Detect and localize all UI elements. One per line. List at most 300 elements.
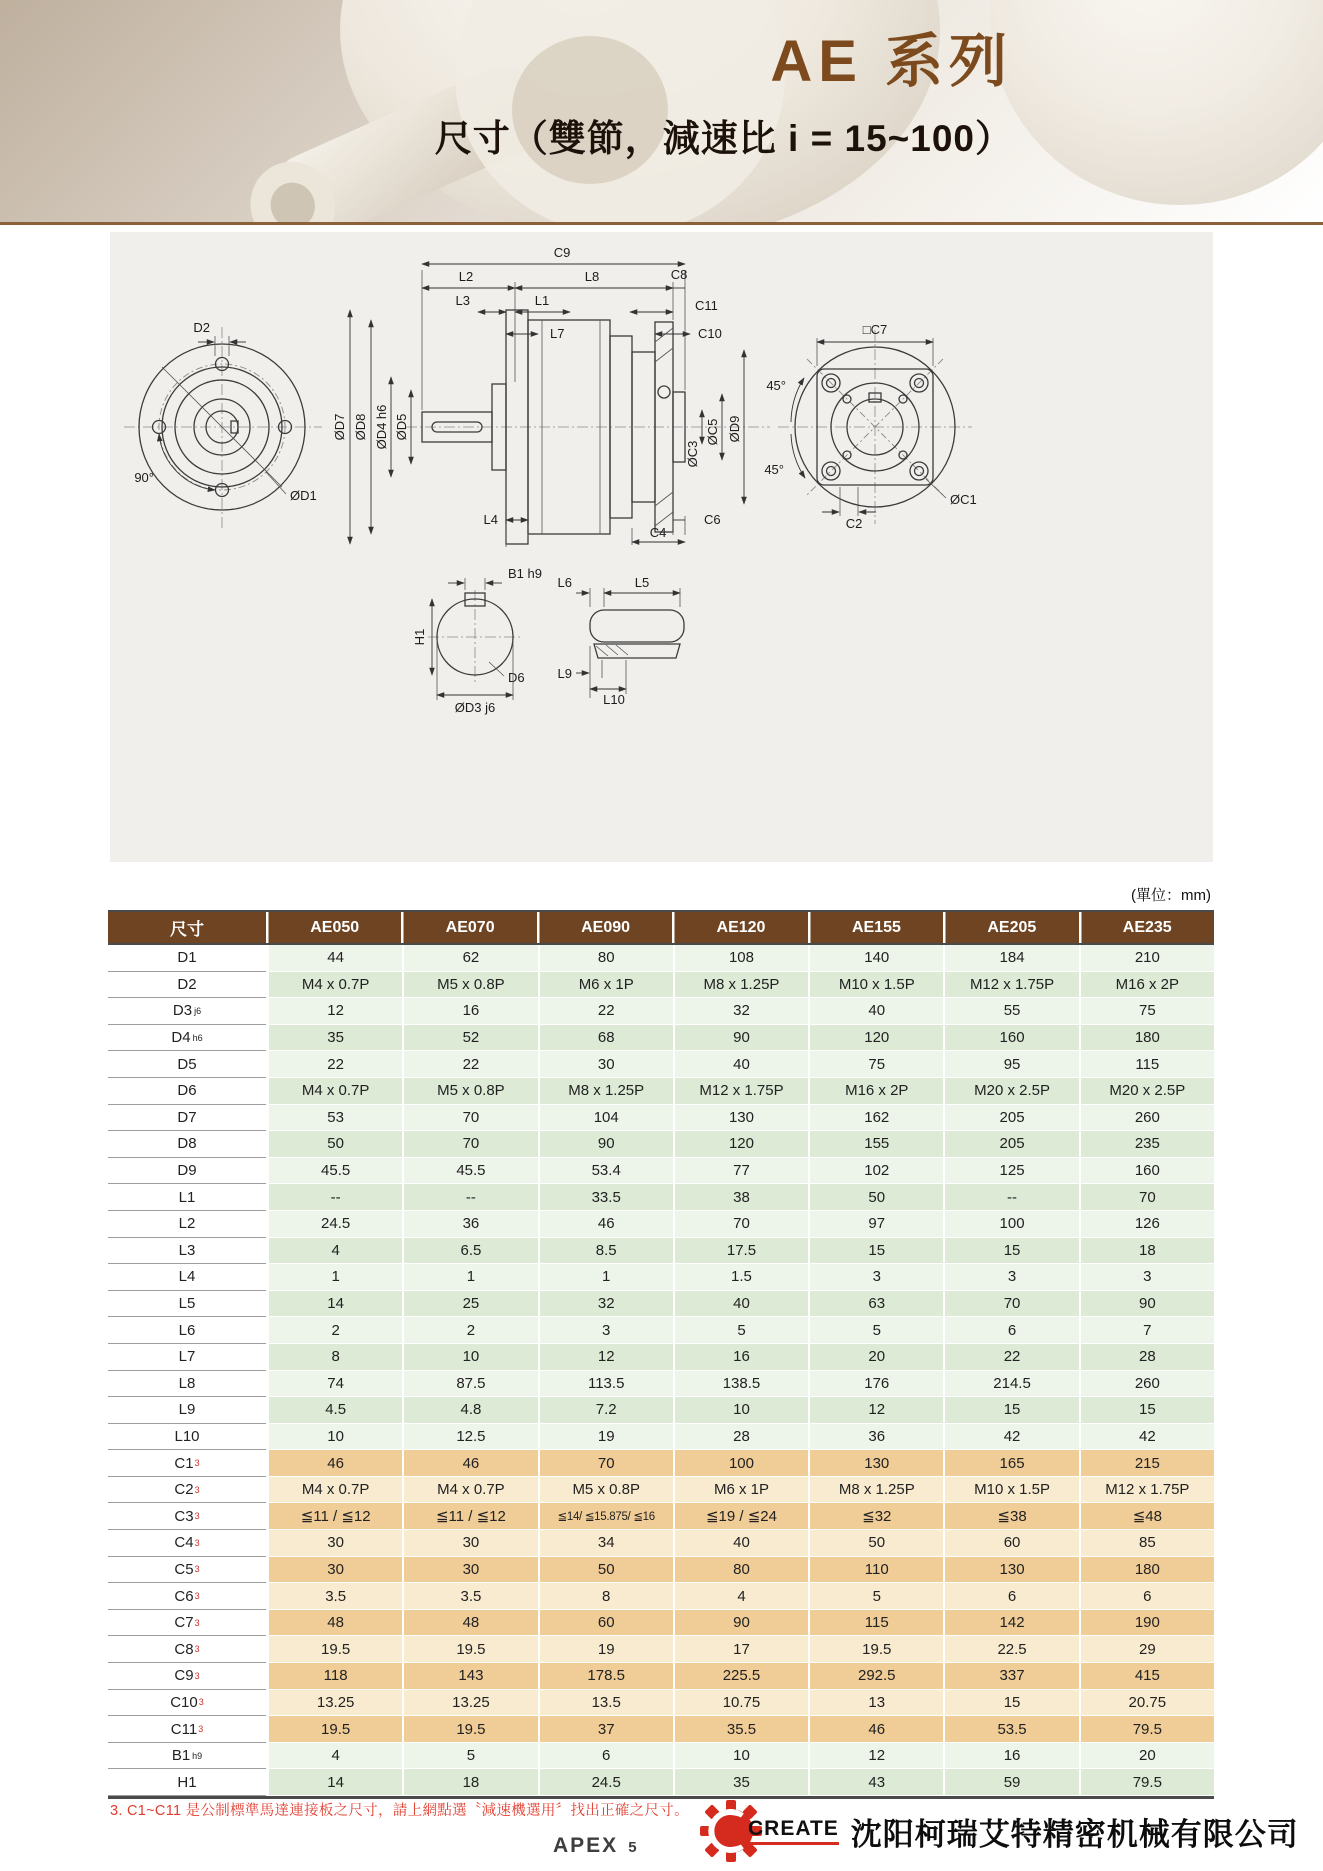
- table-cell: 102: [810, 1158, 943, 1185]
- table-row: [108, 1397, 1214, 1424]
- dim-label-d6: D6: [508, 670, 525, 685]
- dim-label-oc1: ØC1: [950, 492, 977, 507]
- table-row: [108, 1503, 1214, 1530]
- dimension-drawing: [110, 232, 1213, 862]
- table-row: [108, 1690, 1214, 1717]
- section-view: [332, 245, 770, 547]
- dim-label-c9: C9: [553, 245, 571, 260]
- table-row: [108, 1158, 1214, 1185]
- table-cell: 19.5: [269, 1716, 402, 1743]
- table-cell: 14: [269, 1769, 402, 1796]
- table-cell: 30: [540, 1051, 673, 1078]
- table-cell: 36: [404, 1211, 537, 1238]
- table-cell: 6: [540, 1743, 673, 1770]
- table-cell: 12: [540, 1344, 673, 1371]
- table-cell: 30: [404, 1530, 537, 1557]
- table-cell: 190: [1081, 1610, 1214, 1637]
- table-row: [108, 1450, 1214, 1477]
- table-cell: 337: [945, 1663, 1078, 1690]
- table-cell: 20.75: [1081, 1690, 1214, 1717]
- table-cell: 80: [540, 945, 673, 972]
- row-label: C8 3: [108, 1636, 266, 1663]
- table-row: [108, 1663, 1214, 1690]
- dim-label-l10: L10: [603, 692, 625, 707]
- table-cell: 32: [675, 998, 808, 1025]
- table-cell: ≦48: [1081, 1503, 1214, 1530]
- header-divider: [0, 222, 1323, 225]
- table-cell: 42: [945, 1424, 1078, 1451]
- table-cell: 1.5: [675, 1264, 808, 1291]
- table-row: [108, 1184, 1214, 1211]
- table-cell: M4 x 0.7P: [269, 1078, 402, 1105]
- table-cell: 3: [810, 1264, 943, 1291]
- table-cell: 15: [945, 1397, 1078, 1424]
- dim-label-l4: L4: [483, 512, 498, 527]
- dim-label-l1: L1: [534, 293, 550, 308]
- table-cell: 10: [675, 1743, 808, 1770]
- table-row: [108, 1636, 1214, 1663]
- table-cell: 24.5: [269, 1211, 402, 1238]
- table-cell: 210: [1081, 945, 1214, 972]
- table-cell: 7.2: [540, 1397, 673, 1424]
- table-cell: 38: [675, 1184, 808, 1211]
- table-cell: 108: [675, 945, 808, 972]
- company-logo-group: [698, 1798, 1299, 1864]
- table-row: [108, 1264, 1214, 1291]
- row-label: C3 3: [108, 1503, 266, 1530]
- row-label: L6: [108, 1317, 266, 1344]
- table-cell: 292.5: [810, 1663, 943, 1690]
- technical-drawing-panel: [110, 232, 1213, 862]
- dim-label-od1: ØD1: [290, 488, 317, 503]
- table-cell: M6 x 1P: [675, 1477, 808, 1504]
- dim-label-od3: ØD3 j6: [454, 700, 496, 715]
- table-cell: 7: [1081, 1317, 1214, 1344]
- table-row: [108, 1051, 1214, 1078]
- table-cell: 10: [675, 1397, 808, 1424]
- table-cell: 40: [675, 1291, 808, 1318]
- table-cell: 79.5: [1081, 1769, 1214, 1796]
- row-label: L9: [108, 1397, 266, 1424]
- table-cell: M20 x 2.5P: [945, 1078, 1078, 1105]
- table-cell: --: [945, 1184, 1078, 1211]
- table-cell: 46: [540, 1211, 673, 1238]
- table-row: [108, 1743, 1214, 1770]
- dim-label-l3: L3: [455, 293, 470, 308]
- table-cell: 34: [540, 1530, 673, 1557]
- row-label: H1: [108, 1769, 266, 1796]
- table-cell: 22: [540, 998, 673, 1025]
- table-cell: 184: [945, 945, 1078, 972]
- key-detail-view: [558, 575, 684, 707]
- table-header-model: AE070: [403, 912, 536, 943]
- apex-label: APEX: [553, 1834, 619, 1857]
- table-cell: 13.25: [269, 1690, 402, 1717]
- table-cell: 205: [945, 1131, 1078, 1158]
- table-row: [108, 998, 1214, 1025]
- table-cell: M6 x 1P: [540, 972, 673, 999]
- table-cell: ≦32: [810, 1503, 943, 1530]
- table-cell: 120: [675, 1131, 808, 1158]
- row-label: D6: [108, 1078, 266, 1105]
- dim-label-c8: C8: [670, 267, 688, 282]
- table-cell: 59: [945, 1769, 1078, 1796]
- table-cell: M4 x 0.7P: [404, 1477, 537, 1504]
- table-cell: 5: [810, 1583, 943, 1610]
- table-cell: 70: [1081, 1184, 1214, 1211]
- series-title: AE 系列: [770, 29, 1013, 94]
- table-cell: 13.25: [404, 1690, 537, 1717]
- row-label: D3 j6: [108, 998, 266, 1025]
- dim-label-c4: C4: [649, 525, 667, 540]
- table-cell: 46: [810, 1716, 943, 1743]
- table-cell: 40: [675, 1530, 808, 1557]
- table-cell: 90: [1081, 1291, 1214, 1318]
- table-cell: 1: [540, 1264, 673, 1291]
- table-cell: 33.5: [540, 1184, 673, 1211]
- table-row: [108, 1769, 1214, 1796]
- table-cell: 100: [945, 1211, 1078, 1238]
- table-cell: 100: [675, 1450, 808, 1477]
- table-cell: --: [269, 1184, 402, 1211]
- table-cell: 19: [540, 1424, 673, 1451]
- row-label: L5: [108, 1291, 266, 1318]
- table-cell: 3.5: [269, 1583, 402, 1610]
- table-cell: 35.5: [675, 1716, 808, 1743]
- table-cell: ≦11 / ≦12: [404, 1503, 537, 1530]
- table-cell: 19.5: [404, 1716, 537, 1743]
- table-cell: M5 x 0.8P: [540, 1477, 673, 1504]
- table-cell: 180: [1081, 1025, 1214, 1052]
- row-label: C9 3: [108, 1663, 266, 1690]
- dim-label-od4: ØD4 h6: [374, 404, 389, 450]
- table-cell: 130: [675, 1105, 808, 1132]
- table-row: [108, 1025, 1214, 1052]
- table-cell: 24.5: [540, 1769, 673, 1796]
- create-logo-text: CREATE: [748, 1817, 839, 1845]
- table-cell: M10 x 1.5P: [945, 1477, 1078, 1504]
- table-cell: M8 x 1.25P: [540, 1078, 673, 1105]
- row-label: L7: [108, 1344, 266, 1371]
- dim-label-l2: L2: [458, 269, 474, 284]
- table-cell: 120: [810, 1025, 943, 1052]
- dim-label-c6: C6: [704, 512, 721, 527]
- table-cell: 260: [1081, 1105, 1214, 1132]
- page-subtitle: 尺寸（雙節，減速比 i = 15~100）: [434, 117, 1013, 159]
- table-cell: M16 x 2P: [810, 1078, 943, 1105]
- table-cell: 25: [404, 1291, 537, 1318]
- table-cell: 63: [810, 1291, 943, 1318]
- table-cell: 8: [540, 1583, 673, 1610]
- dim-label-c11: C11: [695, 298, 718, 313]
- table-cell: 6: [945, 1583, 1078, 1610]
- table-cell: 70: [404, 1105, 537, 1132]
- table-cell: 2: [404, 1317, 537, 1344]
- table-cell: 30: [404, 1557, 537, 1584]
- front-view: [124, 320, 322, 528]
- table-cell: 53.5: [945, 1716, 1078, 1743]
- table-header-size: 尺寸: [108, 912, 266, 943]
- dim-label-d2: D2: [193, 320, 210, 335]
- table-cell: 87.5: [404, 1371, 537, 1398]
- table-cell: 35: [269, 1025, 402, 1052]
- table-cell: 40: [675, 1051, 808, 1078]
- table-cell: 70: [675, 1211, 808, 1238]
- table-row: [108, 1477, 1214, 1504]
- table-row: [108, 1610, 1214, 1637]
- row-label: C11 3: [108, 1716, 266, 1743]
- table-row: [108, 1317, 1214, 1344]
- dim-label-90deg: 90°: [134, 470, 154, 485]
- table-header-model: AE235: [1081, 912, 1214, 943]
- row-label: L2: [108, 1211, 266, 1238]
- table-cell: 15: [945, 1690, 1078, 1717]
- table-header-model: AE205: [945, 912, 1078, 943]
- row-label: D7: [108, 1105, 266, 1132]
- table-row: [108, 972, 1214, 999]
- table-cell: 43: [810, 1769, 943, 1796]
- table-row: [108, 1371, 1214, 1398]
- table-cell: 140: [810, 945, 943, 972]
- table-cell: --: [404, 1184, 537, 1211]
- row-label: C2 3: [108, 1477, 266, 1504]
- row-label: C6 3: [108, 1583, 266, 1610]
- table-cell: 52: [404, 1025, 537, 1052]
- dim-label-h1: H1: [412, 628, 427, 646]
- table-cell: 12: [269, 998, 402, 1025]
- table-cell: 70: [945, 1291, 1078, 1318]
- table-cell: M5 x 0.8P: [404, 972, 537, 999]
- table-cell: 28: [675, 1424, 808, 1451]
- table-cell: 32: [540, 1291, 673, 1318]
- table-cell: 46: [269, 1450, 402, 1477]
- dim-label-l6: L6: [557, 575, 572, 590]
- table-cell: M12 x 1.75P: [675, 1078, 808, 1105]
- hero-header: [0, 0, 1323, 222]
- dim-label-od8: ØD8: [353, 413, 368, 441]
- table-cell: 142: [945, 1610, 1078, 1637]
- table-cell: 18: [404, 1769, 537, 1796]
- table-cell: 50: [540, 1557, 673, 1584]
- table-cell: 4: [269, 1743, 402, 1770]
- dim-label-c7: □C7: [862, 322, 888, 337]
- table-cell: 15: [945, 1238, 1078, 1265]
- table-cell: 48: [269, 1610, 402, 1637]
- table-row: [108, 1291, 1214, 1318]
- row-label: L8: [108, 1371, 266, 1398]
- table-cell: 30: [269, 1557, 402, 1584]
- table-cell: 4.8: [404, 1397, 537, 1424]
- table-cell: 5: [810, 1317, 943, 1344]
- table-cell: 30: [269, 1530, 402, 1557]
- table-cell: 74: [269, 1371, 402, 1398]
- table-cell: 115: [810, 1610, 943, 1637]
- table-cell: 12.5: [404, 1424, 537, 1451]
- table-cell: 1: [269, 1264, 402, 1291]
- table-cell: 6: [945, 1317, 1078, 1344]
- table-cell: 12: [810, 1397, 943, 1424]
- table-cell: 17: [675, 1636, 808, 1663]
- table-row: [108, 1238, 1214, 1265]
- table-header-model: AE120: [674, 912, 807, 943]
- dim-label-oc3: ØC3: [685, 440, 700, 468]
- row-label: D4 h6: [108, 1025, 266, 1052]
- table-cell: 90: [540, 1131, 673, 1158]
- row-label: L4: [108, 1264, 266, 1291]
- table-cell: 20: [810, 1344, 943, 1371]
- table-cell: 18: [1081, 1238, 1214, 1265]
- table-cell: 79.5: [1081, 1716, 1214, 1743]
- table-cell: 17.5: [675, 1238, 808, 1265]
- table-cell: ≦11 / ≦12: [269, 1503, 402, 1530]
- table-cell: 4.5: [269, 1397, 402, 1424]
- table-cell: M16 x 2P: [1081, 972, 1214, 999]
- table-cell: 155: [810, 1131, 943, 1158]
- table-cell: 42: [1081, 1424, 1214, 1451]
- table-cell: 8.5: [540, 1238, 673, 1265]
- table-cell: 36: [810, 1424, 943, 1451]
- row-label: L1: [108, 1184, 266, 1211]
- table-cell: 160: [945, 1025, 1078, 1052]
- table-cell: 80: [675, 1557, 808, 1584]
- table-cell: 19: [540, 1636, 673, 1663]
- table-cell: 62: [404, 945, 537, 972]
- table-cell: 40: [810, 998, 943, 1025]
- table-cell: 46: [404, 1450, 537, 1477]
- table-cell: 15: [1081, 1397, 1214, 1424]
- table-row: [108, 1530, 1214, 1557]
- table-cell: 176: [810, 1371, 943, 1398]
- table-cell: 130: [945, 1557, 1078, 1584]
- table-cell: 415: [1081, 1663, 1214, 1690]
- table-cell: 5: [675, 1317, 808, 1344]
- title-block: [435, 30, 1013, 162]
- shaft-section-view: [412, 566, 542, 715]
- table-cell: 2: [269, 1317, 402, 1344]
- row-label: C4 3: [108, 1530, 266, 1557]
- table-cell: 95: [945, 1051, 1078, 1078]
- table-row: [108, 1344, 1214, 1371]
- table-cell: 19.5: [269, 1636, 402, 1663]
- table-cell: 97: [810, 1211, 943, 1238]
- dim-label-od9: ØD9: [727, 415, 742, 443]
- table-cell: 162: [810, 1105, 943, 1132]
- table-cell: 53: [269, 1105, 402, 1132]
- table-row: [108, 1557, 1214, 1584]
- table-cell: 165: [945, 1450, 1078, 1477]
- row-label: D5: [108, 1051, 266, 1078]
- table-cell: 22: [269, 1051, 402, 1078]
- table-cell: 6: [1081, 1583, 1214, 1610]
- table-cell: M8 x 1.25P: [810, 1477, 943, 1504]
- unit-note: (單位：mm): [1131, 887, 1211, 904]
- table-cell: 22: [945, 1344, 1078, 1371]
- row-label: D1: [108, 945, 266, 972]
- table-cell: 48: [404, 1610, 537, 1637]
- table-cell: 235: [1081, 1131, 1214, 1158]
- table-cell: 70: [540, 1450, 673, 1477]
- row-label: D9: [108, 1158, 266, 1185]
- table-cell: ≦14/ ≦15.875/ ≦16: [540, 1503, 673, 1530]
- table-cell: 37: [540, 1716, 673, 1743]
- table-cell: 6.5: [404, 1238, 537, 1265]
- table-cell: ≦38: [945, 1503, 1078, 1530]
- footnote: 3. C1~C11 是公制標準馬達連接板之尺寸，請上網點選〝減速機選用〞找出正確之尺寸。: [110, 1803, 689, 1819]
- table-row: [108, 1716, 1214, 1743]
- table-cell: 60: [540, 1610, 673, 1637]
- table-cell: 12: [810, 1743, 943, 1770]
- table-cell: 75: [810, 1051, 943, 1078]
- table-cell: M20 x 2.5P: [1081, 1078, 1214, 1105]
- table-cell: 143: [404, 1663, 537, 1690]
- dim-label-l5: L5: [634, 575, 650, 590]
- table-cell: 90: [675, 1610, 808, 1637]
- row-label: C1 3: [108, 1450, 266, 1477]
- table-cell: 19.5: [810, 1636, 943, 1663]
- table-cell: 19.5: [404, 1636, 537, 1663]
- table-cell: 180: [1081, 1557, 1214, 1584]
- table-cell: 22.5: [945, 1636, 1078, 1663]
- table-cell: 160: [1081, 1158, 1214, 1185]
- table-cell: 75: [1081, 998, 1214, 1025]
- table-cell: M4 x 0.7P: [269, 1477, 402, 1504]
- table-cell: 126: [1081, 1211, 1214, 1238]
- table-cell: 15: [810, 1238, 943, 1265]
- dim-label-45a: 45°: [766, 378, 786, 393]
- dim-label-l8: L8: [584, 269, 600, 284]
- table-row: [108, 1211, 1214, 1238]
- table-cell: 130: [810, 1450, 943, 1477]
- table-cell: 14: [269, 1291, 402, 1318]
- table-cell: 20: [1081, 1743, 1214, 1770]
- table-cell: 50: [269, 1131, 402, 1158]
- table-header-model: AE090: [539, 912, 672, 943]
- table-row: [108, 1424, 1214, 1451]
- table-cell: 13: [810, 1690, 943, 1717]
- table-cell: M12 x 1.75P: [945, 972, 1078, 999]
- table-cell: 16: [675, 1344, 808, 1371]
- table-row: [108, 1105, 1214, 1132]
- table-cell: 10: [404, 1344, 537, 1371]
- row-label: L3: [108, 1238, 266, 1265]
- table-cell: 29: [1081, 1636, 1214, 1663]
- table-cell: 55: [945, 998, 1078, 1025]
- dimension-table: [108, 910, 1214, 1799]
- dim-label-oc5: ØC5: [705, 418, 720, 446]
- rear-view: [764, 322, 976, 531]
- table-cell: 68: [540, 1025, 673, 1052]
- table-cell: 4: [675, 1583, 808, 1610]
- table-cell: 60: [945, 1530, 1078, 1557]
- table-cell: M8 x 1.25P: [675, 972, 808, 999]
- table-cell: 16: [945, 1743, 1078, 1770]
- dim-label-45b: 45°: [764, 462, 784, 477]
- table-cell: 178.5: [540, 1663, 673, 1690]
- page-number: 5: [628, 1839, 639, 1856]
- row-label: D2: [108, 972, 266, 999]
- table-cell: 85: [1081, 1530, 1214, 1557]
- table-cell: 10.75: [675, 1690, 808, 1717]
- table-row: [108, 1078, 1214, 1105]
- table-cell: 53.4: [540, 1158, 673, 1185]
- table-cell: 45.5: [269, 1158, 402, 1185]
- table-cell: 113.5: [540, 1371, 673, 1398]
- table-cell: M4 x 0.7P: [269, 972, 402, 999]
- company-name: 沈阳柯瑞艾特精密机械有限公司: [850, 1816, 1299, 1852]
- table-cell: 214.5: [945, 1371, 1078, 1398]
- table-cell: 205: [945, 1105, 1078, 1132]
- table-cell: ≦19 / ≦24: [675, 1503, 808, 1530]
